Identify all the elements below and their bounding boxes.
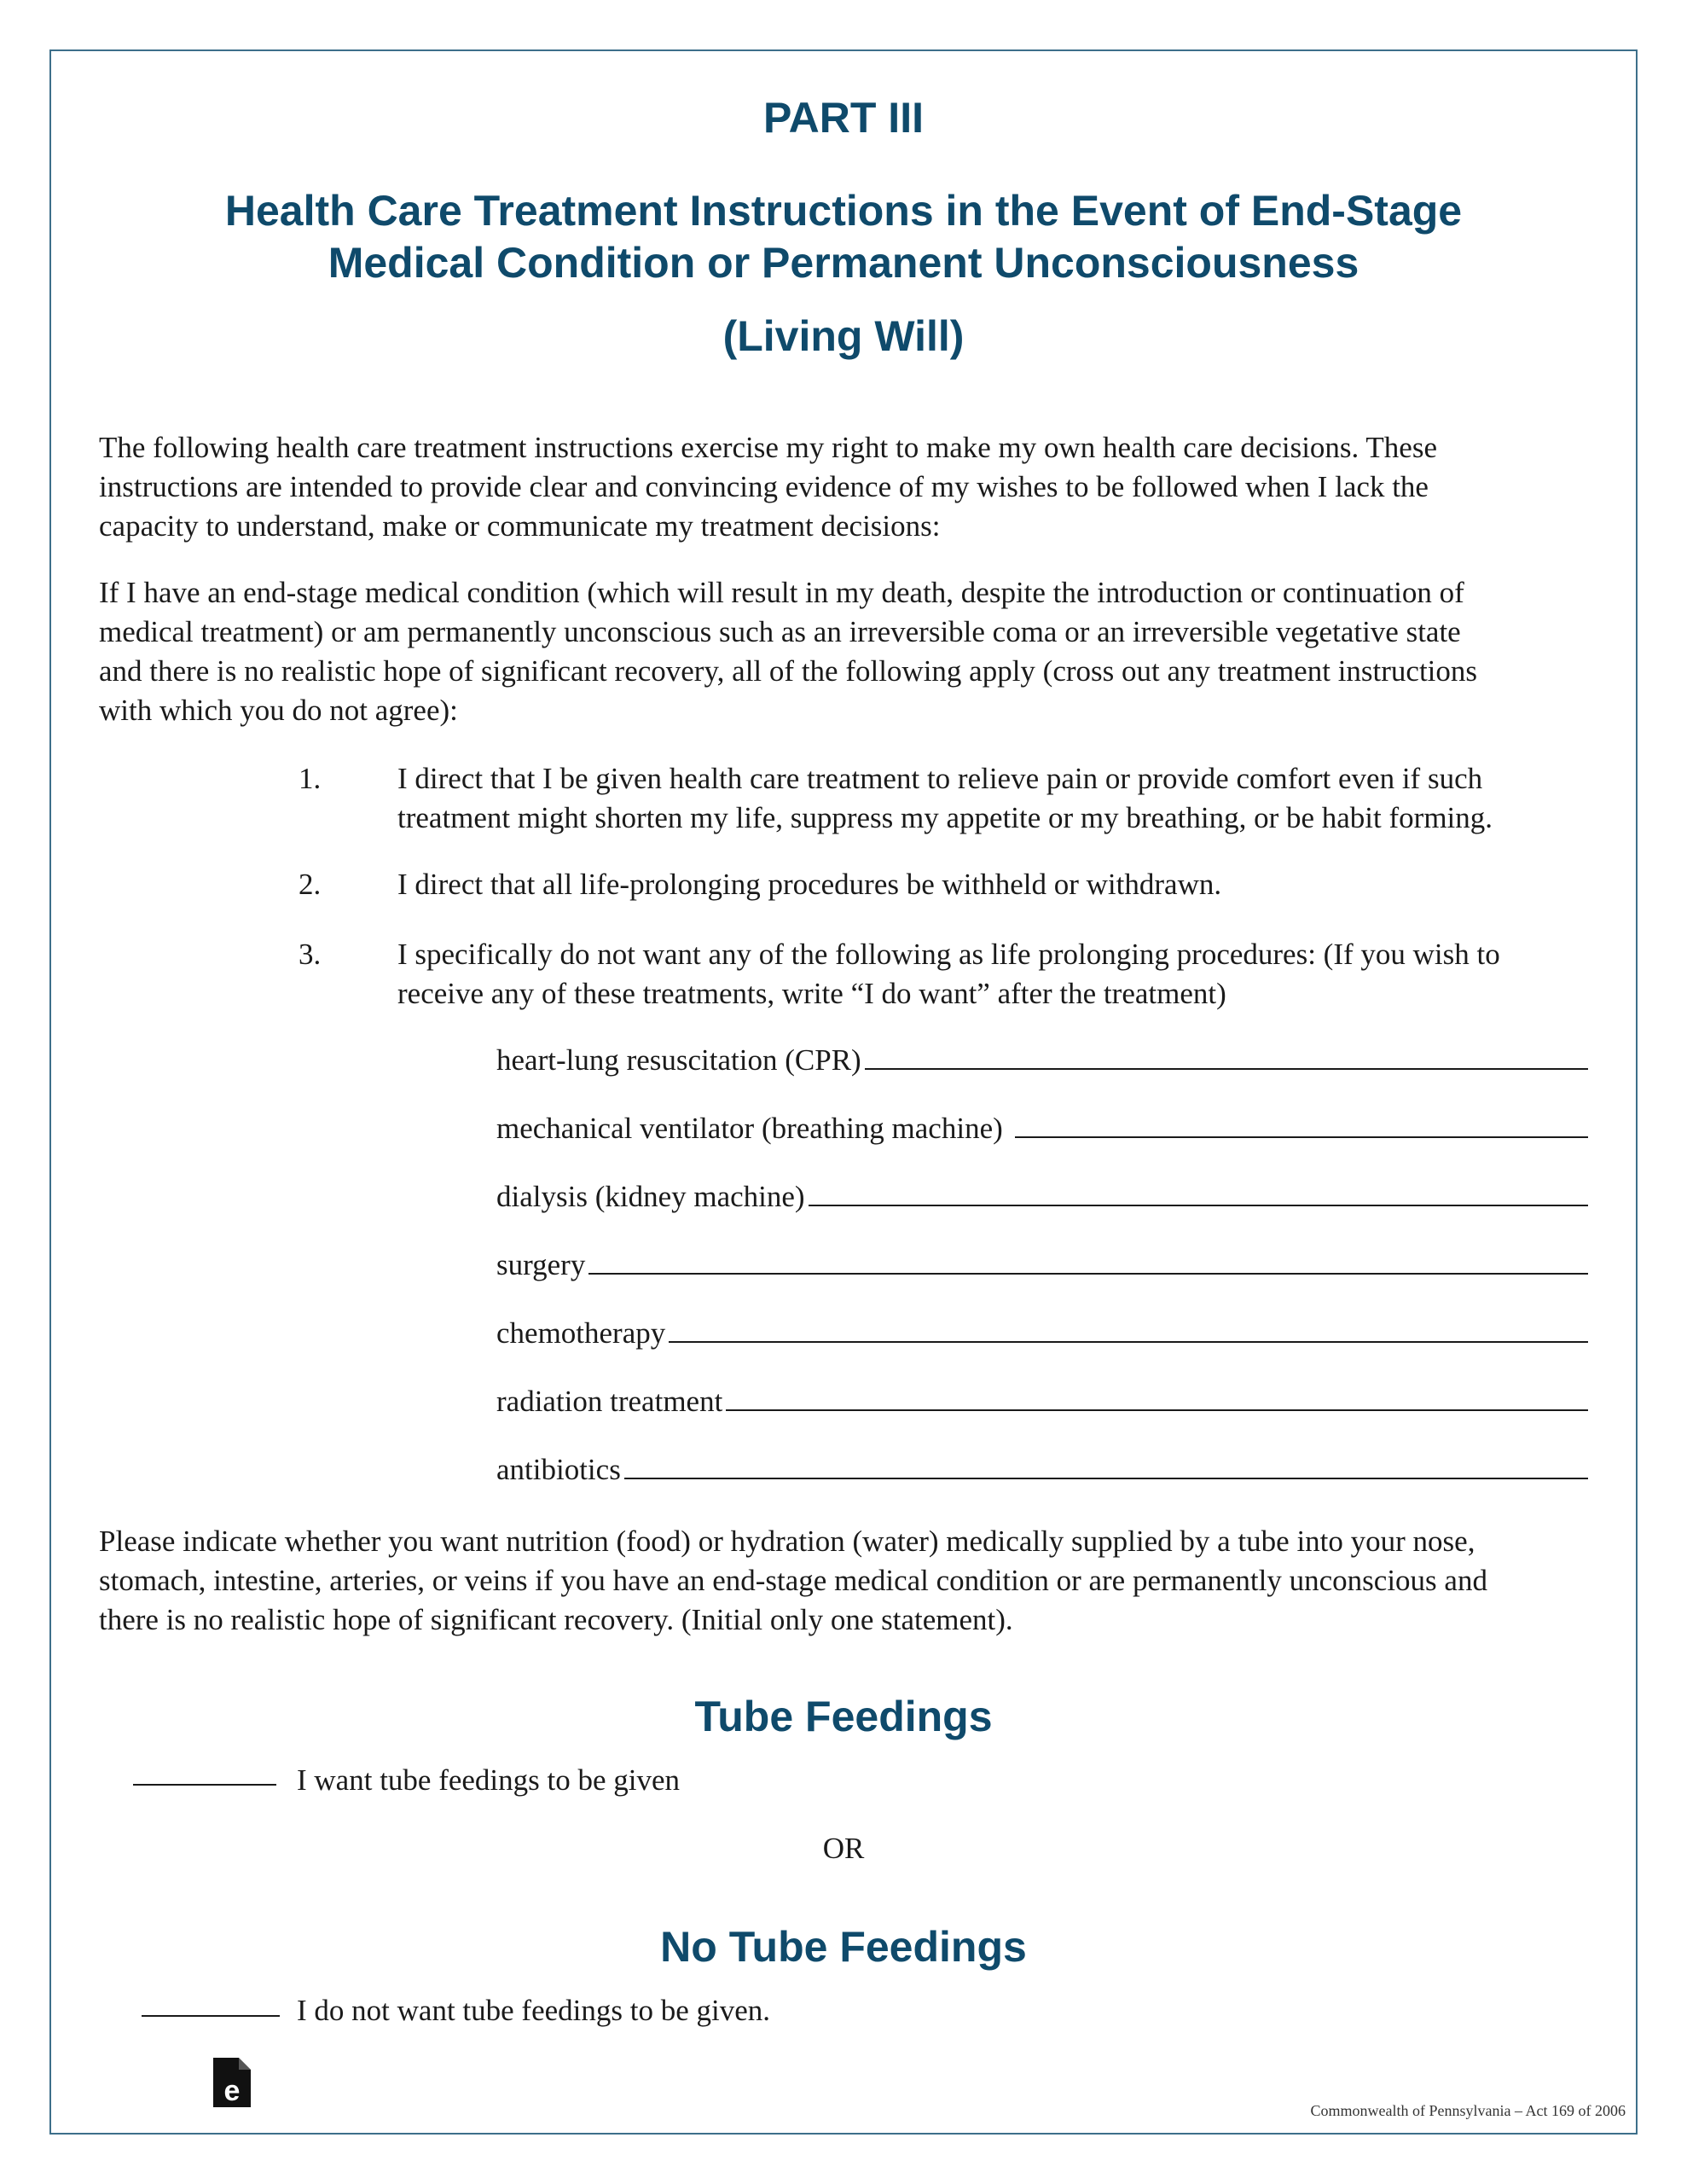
treatment-row-antibiotics — [496, 1449, 1588, 1491]
treatment-field[interactable] — [726, 1380, 1588, 1411]
directive-3-line1: I specifically do not want any of the following as life prolonging procedures: (If you wish to — [397, 938, 1500, 971]
directive-3-line2: receive any of these treatments, write “I do want” after the treatment) — [397, 977, 1226, 1010]
footer-citation: Commonwealth of Pennsylvania – Act 169 of 2006 — [1310, 2102, 1626, 2119]
treatment-row-surgery — [496, 1244, 1588, 1287]
directive-3-number: 3. — [299, 938, 322, 971]
treatment-row-ventilator — [496, 1107, 1588, 1150]
treatment-field[interactable] — [669, 1312, 1588, 1343]
treatment-label: surgery — [496, 1248, 586, 1281]
intro-p2-line3: and there is no realistic hope of significant recovery, all of the following apply (cross out any treatment instructions — [99, 654, 1478, 688]
tube-feedings-statement: I want tube feedings to be given — [297, 1763, 681, 1797]
intro-p1-line2: instructions are intended to provide clear and convincing evidence of my wishes to be followed when I lack the — [99, 470, 1429, 503]
treatment-row-dialysis — [496, 1176, 1588, 1218]
directive-1-line1: I direct that I be given health care treatment to relieve pain or provide comfort even if such — [397, 762, 1483, 795]
page-border — [49, 49, 1638, 2135]
intro-p1-line3: capacity to understand, make or communicate my treatment decisions: — [99, 509, 941, 543]
title-line-2: Medical Condition or Permanent Unconsciousness — [328, 239, 1359, 287]
treatment-field[interactable] — [588, 1244, 1588, 1275]
title-line-1: Health Care Treatment Instructions in the Event of End-Stage — [224, 187, 1463, 235]
treatment-field[interactable] — [1015, 1107, 1588, 1138]
treatment-field[interactable] — [809, 1176, 1588, 1206]
treatment-label: heart-lung resuscitation (CPR) — [496, 1043, 861, 1077]
or-separator: OR — [822, 1832, 865, 1865]
no-tube-feedings-initial-line[interactable] — [142, 2015, 280, 2017]
treatment-field[interactable] — [624, 1449, 1588, 1479]
part-heading: PART III — [763, 94, 924, 142]
living-will-subtitle: (Living Will) — [722, 312, 965, 360]
treatment-label: chemotherapy — [496, 1316, 666, 1350]
tube-feedings-initial-line[interactable] — [133, 1784, 276, 1786]
treatment-label: dialysis (kidney machine) — [496, 1180, 805, 1213]
treatment-field[interactable] — [865, 1039, 1588, 1070]
treatment-row-radiation — [496, 1380, 1588, 1423]
intro-p2-line1: If I have an end-stage medical condition (which will result in my death, despite the introduction or continuation of — [99, 576, 1464, 609]
intro-p2-line2: medical treatment) or am permanently unconscious such as an irreversible coma or an irreversible vegetative state — [99, 615, 1461, 648]
nutrition-line3: there is no realistic hope of significant recovery. (Initial only one statement). — [99, 1603, 1013, 1636]
treatment-label: mechanical ventilator (breathing machine) — [496, 1112, 1003, 1145]
directive-2-line1: I direct that all life-prolonging procedures be withheld or withdrawn. — [397, 868, 1222, 901]
directive-1-number: 1. — [299, 762, 322, 795]
nutrition-line2: stomach, intestine, arteries, or veins if you have an end-stage medical condition or are permanently unconscious and — [99, 1564, 1487, 1597]
no-tube-feedings-heading: No Tube Feedings — [660, 1923, 1027, 1971]
directive-1-line2: treatment might shorten my life, suppress my appetite or my breathing, or be habit forming. — [397, 801, 1493, 834]
no-tube-feedings-statement: I do not want tube feedings to be given. — [297, 1994, 771, 2027]
document-e-logo-icon — [213, 2058, 251, 2107]
treatment-label: radiation treatment — [496, 1385, 723, 1418]
logo-letter: e — [223, 2075, 241, 2107]
treatment-row-cpr — [496, 1039, 1588, 1082]
intro-p1-line1: The following health care treatment instructions exercise my right to make my own health care decisions. These — [99, 431, 1437, 464]
treatment-row-chemotherapy — [496, 1312, 1588, 1355]
directive-2-number: 2. — [299, 868, 322, 901]
tube-feedings-heading: Tube Feedings — [694, 1693, 993, 1740]
treatment-label: antibiotics — [496, 1453, 621, 1486]
nutrition-line1: Please indicate whether you want nutrition (food) or hydration (water) medically supplied by a tube into your nose, — [99, 1525, 1475, 1558]
intro-p2-line4: with which you do not agree): — [99, 694, 458, 727]
